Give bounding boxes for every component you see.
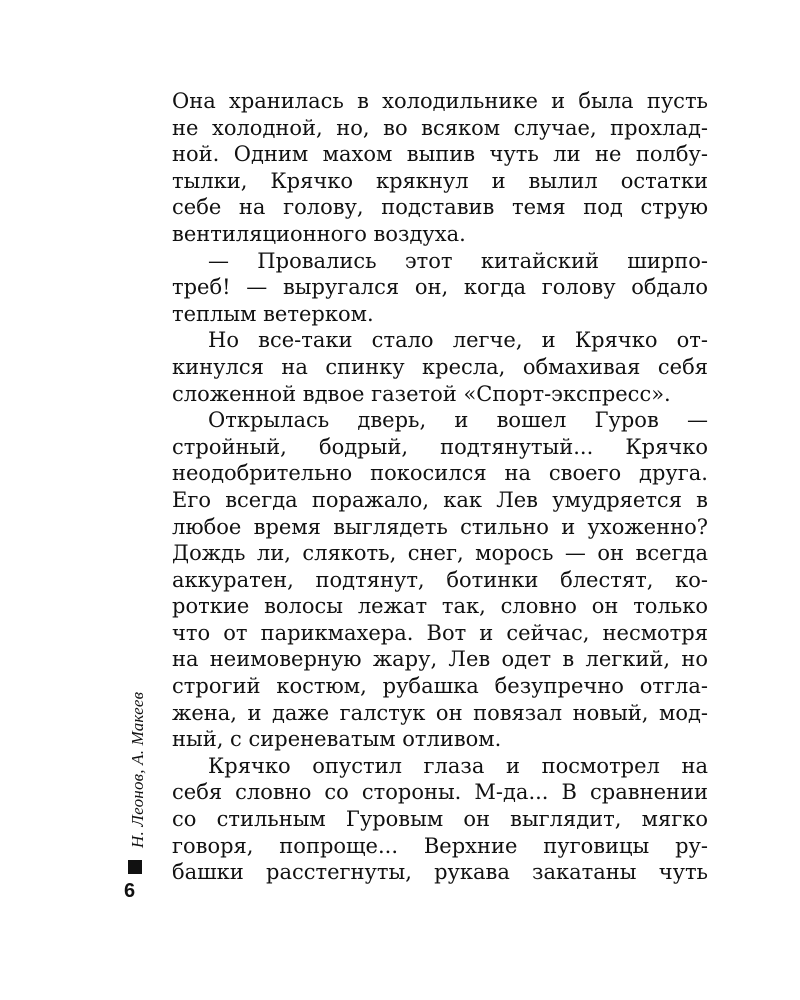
text-line: говоря, попроще... Верхние пуговицы ру- <box>172 833 708 858</box>
text-line: башки расстегнуты, рукава закатаны чуть <box>172 860 708 885</box>
running-header: Н. Леонов, А. Макеев <box>128 691 147 848</box>
text-line: Дождь ли, слякоть, снег, морось — он всегда <box>172 541 708 566</box>
body-text <box>172 88 708 886</box>
text-line: Но все-таки стало легче, и Крячко от- <box>208 328 708 353</box>
paragraph-3 <box>172 327 708 407</box>
text-line: — Провались этот китайский ширпо- <box>208 248 708 273</box>
text-line: Его всегда поражало, как Лев умудряется в <box>172 487 708 512</box>
text-line: со стильным Гуровым он выглядит, мягко <box>172 807 708 832</box>
text-line: строгий костюм, рубашка безупречно отгла- <box>172 674 708 699</box>
text-line: сложенной вдвое газетой «Спорт-экспресс». <box>172 381 671 406</box>
text-line: неодобрительно покосился на своего друга. <box>172 461 708 486</box>
text-line: тылки, Крячко крякнул и вылил остатки <box>172 168 708 193</box>
paragraph-4 <box>172 407 708 753</box>
text-line: Крячко опустил глаза и посмотрел на <box>208 753 708 778</box>
text-line: аккуратен, подтянут, ботинки блестят, ко- <box>172 567 708 592</box>
text-line: ный, с сиреневатым отливом. <box>172 727 502 752</box>
text-line: вентиляционного воздуха. <box>172 221 466 246</box>
paragraph-5 <box>172 753 708 886</box>
text-line: Она хранилась в холодильнике и была пусть <box>172 89 708 113</box>
square-marker-icon <box>128 860 142 874</box>
text-line: любое время выглядеть стильно и ухоженно? <box>172 514 708 539</box>
text-line: что от парикмахера. Вот и сейчас, несмотря <box>172 620 708 645</box>
text-line: роткие волосы лежат так, словно он только <box>172 594 708 619</box>
text-line: кинулся на спинку кресла, обмахивая себя <box>172 354 708 379</box>
text-line: на неимоверную жару, Лев одет в легкий, но <box>172 647 708 672</box>
text-line: жена, и даже галстук он повязал новый, мод- <box>172 700 708 725</box>
text-line: себя словно со стороны. М-да... В сравнении <box>172 780 708 805</box>
text-line: не холодной, но, во всяком случае, прохлад- <box>172 115 708 140</box>
page-number: 6 <box>124 880 136 902</box>
text-line: теплым ветерком. <box>172 301 374 326</box>
paragraph-2 <box>172 248 708 328</box>
text-line: стройный, бодрый, подтянутый... Крячко <box>172 434 708 459</box>
text-line: себе на голову, подставив темя под струю <box>172 195 708 220</box>
paragraph-1 <box>172 88 708 248</box>
text-line: треб! — выругался он, когда голову обдало <box>172 275 708 300</box>
text-line: ной. Одним махом выпив чуть ли не полбу- <box>172 142 708 167</box>
text-line: Открылась дверь, и вошел Гуров — <box>208 408 708 433</box>
